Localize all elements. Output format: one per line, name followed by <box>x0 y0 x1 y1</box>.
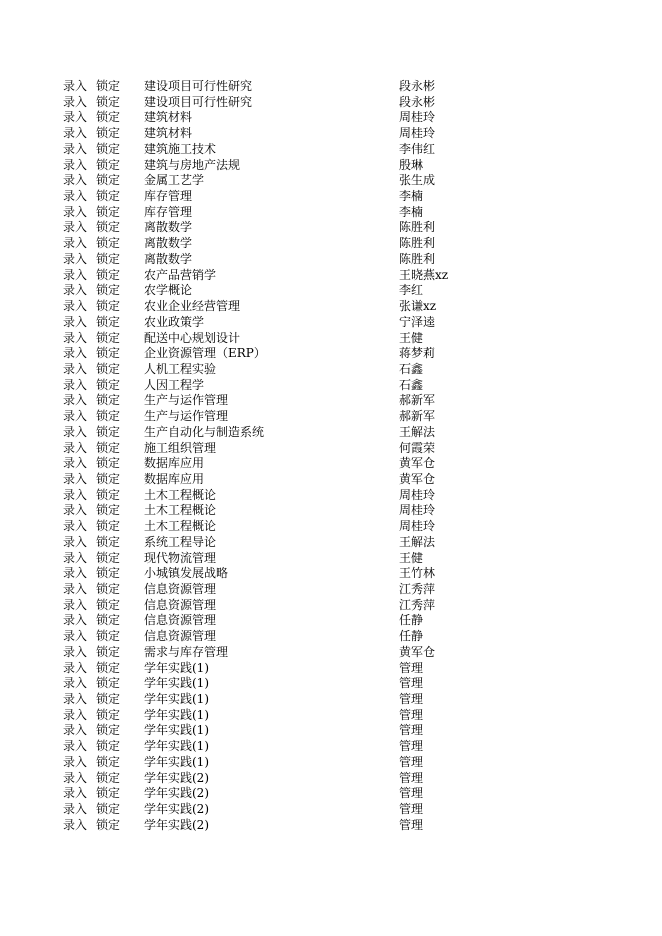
course-name: 离散数学 <box>144 220 193 235</box>
list-item <box>0 362 662 378</box>
list-item <box>0 173 662 189</box>
entry-status: 录入 <box>63 629 88 644</box>
list-item <box>0 708 662 724</box>
lock-status: 锁定 <box>96 597 121 612</box>
teacher-name: 李红 <box>399 283 424 298</box>
entry-status: 录入 <box>63 377 88 392</box>
course-name: 农产品营销学 <box>144 267 217 282</box>
list-item <box>0 409 662 425</box>
teacher-name: 陈胜利 <box>399 251 436 266</box>
list-item <box>0 142 662 158</box>
teacher-name: 管理 <box>399 754 424 769</box>
entry-status: 录入 <box>63 487 88 502</box>
list-item <box>0 79 662 95</box>
lock-status: 锁定 <box>96 424 121 439</box>
course-name: 学年实践(1) <box>144 754 209 769</box>
lock-status: 锁定 <box>96 613 121 628</box>
teacher-name: 王竹林 <box>399 566 436 581</box>
teacher-name: 管理 <box>399 660 424 675</box>
lock-status: 锁定 <box>96 110 121 125</box>
course-name: 土木工程概论 <box>144 503 217 518</box>
teacher-name: 石鑫 <box>399 377 424 392</box>
entry-status: 录入 <box>63 141 88 156</box>
entry-status: 录入 <box>63 519 88 534</box>
teacher-name: 管理 <box>399 692 424 707</box>
list-item <box>0 613 662 629</box>
entry-status: 录入 <box>63 786 88 801</box>
entry-status: 录入 <box>63 79 88 93</box>
entry-status: 录入 <box>63 173 88 188</box>
list-item <box>0 755 662 771</box>
lock-status: 锁定 <box>96 141 121 156</box>
teacher-name: 管理 <box>399 786 424 801</box>
lock-status: 锁定 <box>96 314 121 329</box>
teacher-name: 周桂玲 <box>399 519 436 534</box>
course-name: 建设项目可行性研究 <box>144 79 253 93</box>
entry-status: 录入 <box>63 582 88 596</box>
list-item <box>0 283 662 299</box>
list-item <box>0 503 662 519</box>
entry-status: 录入 <box>63 299 88 314</box>
course-name: 数据库应用 <box>144 471 205 486</box>
list-item <box>0 378 662 394</box>
lock-status: 锁定 <box>96 566 121 581</box>
teacher-name: 郝新军 <box>399 409 436 424</box>
course-name: 系统工程导论 <box>144 534 217 549</box>
entry-status: 录入 <box>63 802 88 817</box>
entry-status: 录入 <box>63 739 88 754</box>
entry-status: 录入 <box>63 283 88 298</box>
teacher-name: 江秀萍 <box>399 597 436 612</box>
teacher-name: 殷琳 <box>399 157 424 172</box>
teacher-name: 石鑫 <box>399 361 424 376</box>
course-name: 学年实践(2) <box>144 802 209 817</box>
teacher-name: 李楠 <box>399 189 424 204</box>
list-item <box>0 205 662 221</box>
course-name: 学年实践(1) <box>144 723 209 738</box>
course-name: 金属工艺学 <box>144 173 205 188</box>
lock-status: 锁定 <box>96 361 121 376</box>
entry-status: 录入 <box>63 189 88 204</box>
course-name: 学年实践(2) <box>144 770 209 785</box>
course-name: 学年实践(2) <box>144 817 209 832</box>
list-item <box>0 739 662 755</box>
lock-status: 锁定 <box>96 126 121 141</box>
teacher-name: 管理 <box>399 723 424 738</box>
list-item <box>0 566 662 582</box>
entry-status: 录入 <box>63 707 88 722</box>
list-item <box>0 299 662 315</box>
course-name: 建筑施工技术 <box>144 141 217 156</box>
list-item <box>0 189 662 205</box>
list-item <box>0 441 662 457</box>
teacher-name: 王晓燕xz <box>399 267 449 282</box>
course-name: 施工组织管理 <box>144 440 217 455</box>
teacher-name: 蒋梦莉 <box>399 346 436 361</box>
list-item <box>0 252 662 268</box>
list-item <box>0 645 662 661</box>
entry-status: 录入 <box>63 692 88 707</box>
course-name: 学年实践(2) <box>144 786 209 801</box>
list-item <box>0 268 662 284</box>
course-name: 库存管理 <box>144 189 193 204</box>
course-name: 配送中心规划设计 <box>144 330 241 345</box>
list-item <box>0 220 662 236</box>
list-item <box>0 158 662 174</box>
entry-status: 录入 <box>63 723 88 738</box>
course-name: 建筑与房地产法规 <box>144 157 241 172</box>
lock-status: 锁定 <box>96 786 121 801</box>
entry-status: 录入 <box>63 550 88 565</box>
lock-status: 锁定 <box>96 739 121 754</box>
list-item <box>0 535 662 551</box>
teacher-name: 陈胜利 <box>399 236 436 251</box>
lock-status: 锁定 <box>96 79 121 93</box>
list-item <box>0 661 662 677</box>
course-name: 学年实践(1) <box>144 660 209 675</box>
teacher-name: 管理 <box>399 739 424 754</box>
list-item <box>0 771 662 787</box>
lock-status: 锁定 <box>96 487 121 502</box>
course-name: 农业政策学 <box>144 314 205 329</box>
course-name: 离散数学 <box>144 251 193 266</box>
teacher-name: 黄军仓 <box>399 644 436 659</box>
lock-status: 锁定 <box>96 770 121 785</box>
entry-status: 录入 <box>63 503 88 518</box>
course-name: 学年实践(1) <box>144 692 209 707</box>
entry-status: 录入 <box>63 770 88 785</box>
course-name: 信息资源管理 <box>144 582 217 596</box>
lock-status: 锁定 <box>96 330 121 345</box>
teacher-name: 周桂玲 <box>399 503 436 518</box>
entry-status: 录入 <box>63 393 88 408</box>
course-name: 人因工程学 <box>144 377 205 392</box>
entry-status: 录入 <box>63 236 88 251</box>
teacher-name: 江秀萍 <box>399 582 436 596</box>
lock-status: 锁定 <box>96 723 121 738</box>
lock-status: 锁定 <box>96 157 121 172</box>
list-item <box>0 315 662 331</box>
teacher-name: 张谦xz <box>399 299 437 314</box>
course-name: 企业资源管理（ERP） <box>144 346 266 361</box>
teacher-name: 张生成 <box>399 173 436 188</box>
list-item <box>0 110 662 126</box>
teacher-name: 李楠 <box>399 204 424 219</box>
course-name: 现代物流管理 <box>144 550 217 565</box>
entry-status: 录入 <box>63 251 88 266</box>
course-name: 生产与运作管理 <box>144 393 229 408</box>
list-item <box>0 598 662 614</box>
list-item <box>0 236 662 252</box>
list-item <box>0 818 662 834</box>
teacher-name: 段永彬 <box>399 79 436 93</box>
course-name: 学年实践(1) <box>144 707 209 722</box>
entry-status: 录入 <box>63 204 88 219</box>
teacher-name: 周桂玲 <box>399 110 436 125</box>
lock-status: 锁定 <box>96 802 121 817</box>
list-item <box>0 723 662 739</box>
entry-status: 录入 <box>63 456 88 471</box>
lock-status: 锁定 <box>96 409 121 424</box>
lock-status: 锁定 <box>96 173 121 188</box>
entry-status: 录入 <box>63 346 88 361</box>
list-item <box>0 519 662 535</box>
course-name: 信息资源管理 <box>144 613 217 628</box>
course-name: 数据库应用 <box>144 456 205 471</box>
teacher-name: 管理 <box>399 817 424 832</box>
entry-status: 录入 <box>63 613 88 628</box>
course-name: 农业企业经营管理 <box>144 299 241 314</box>
course-name: 需求与库存管理 <box>144 644 229 659</box>
course-name: 人机工程实验 <box>144 361 217 376</box>
lock-status: 锁定 <box>96 817 121 832</box>
teacher-name: 任静 <box>399 613 424 628</box>
entry-status: 录入 <box>63 597 88 612</box>
lock-status: 锁定 <box>96 534 121 549</box>
teacher-name: 段永彬 <box>399 94 436 109</box>
course-name: 离散数学 <box>144 236 193 251</box>
lock-status: 锁定 <box>96 456 121 471</box>
lock-status: 锁定 <box>96 707 121 722</box>
lock-status: 锁定 <box>96 519 121 534</box>
course-list <box>0 79 662 834</box>
course-name: 小城镇发展战略 <box>144 566 229 581</box>
course-name: 土木工程概论 <box>144 487 217 502</box>
list-item <box>0 126 662 142</box>
entry-status: 录入 <box>63 409 88 424</box>
course-name: 建设项目可行性研究 <box>144 94 253 109</box>
entry-status: 录入 <box>63 424 88 439</box>
teacher-name: 何霞荣 <box>399 440 436 455</box>
list-item <box>0 551 662 567</box>
entry-status: 录入 <box>63 644 88 659</box>
teacher-name: 王健 <box>399 550 424 565</box>
teacher-name: 周桂玲 <box>399 487 436 502</box>
teacher-name: 陈胜利 <box>399 220 436 235</box>
teacher-name: 李伟红 <box>399 141 436 156</box>
teacher-name: 任静 <box>399 629 424 644</box>
course-name: 学年实践(1) <box>144 676 209 691</box>
teacher-name: 郝新军 <box>399 393 436 408</box>
teacher-name: 黄军仓 <box>399 471 436 486</box>
course-name: 生产自动化与制造系统 <box>144 424 265 439</box>
course-name: 信息资源管理 <box>144 629 217 644</box>
teacher-name: 王解法 <box>399 534 436 549</box>
list-item <box>0 582 662 598</box>
entry-status: 录入 <box>63 314 88 329</box>
list-item <box>0 629 662 645</box>
list-item <box>0 393 662 409</box>
entry-status: 录入 <box>63 361 88 376</box>
entry-status: 录入 <box>63 471 88 486</box>
lock-status: 锁定 <box>96 660 121 675</box>
teacher-name: 黄军仓 <box>399 456 436 471</box>
lock-status: 锁定 <box>96 204 121 219</box>
lock-status: 锁定 <box>96 346 121 361</box>
lock-status: 锁定 <box>96 236 121 251</box>
lock-status: 锁定 <box>96 550 121 565</box>
list-item <box>0 692 662 708</box>
lock-status: 锁定 <box>96 377 121 392</box>
lock-status: 锁定 <box>96 754 121 769</box>
course-name: 建筑材料 <box>144 126 193 141</box>
entry-status: 录入 <box>63 754 88 769</box>
lock-status: 锁定 <box>96 299 121 314</box>
course-name: 学年实践(1) <box>144 739 209 754</box>
list-item <box>0 488 662 504</box>
teacher-name: 管理 <box>399 770 424 785</box>
lock-status: 锁定 <box>96 220 121 235</box>
course-name: 建筑材料 <box>144 110 193 125</box>
list-item <box>0 95 662 111</box>
list-item <box>0 456 662 472</box>
entry-status: 录入 <box>63 676 88 691</box>
list-item <box>0 425 662 441</box>
teacher-name: 宁泽逵 <box>399 314 436 329</box>
lock-status: 锁定 <box>96 692 121 707</box>
list-item <box>0 331 662 347</box>
teacher-name: 管理 <box>399 707 424 722</box>
lock-status: 锁定 <box>96 629 121 644</box>
teacher-name: 王解法 <box>399 424 436 439</box>
lock-status: 锁定 <box>96 503 121 518</box>
entry-status: 录入 <box>63 220 88 235</box>
lock-status: 锁定 <box>96 582 121 596</box>
list-item <box>0 472 662 488</box>
teacher-name: 管理 <box>399 676 424 691</box>
course-name: 土木工程概论 <box>144 519 217 534</box>
lock-status: 锁定 <box>96 94 121 109</box>
lock-status: 锁定 <box>96 676 121 691</box>
course-name: 信息资源管理 <box>144 597 217 612</box>
entry-status: 录入 <box>63 157 88 172</box>
entry-status: 录入 <box>63 94 88 109</box>
lock-status: 锁定 <box>96 393 121 408</box>
entry-status: 录入 <box>63 330 88 345</box>
teacher-name: 管理 <box>399 802 424 817</box>
lock-status: 锁定 <box>96 440 121 455</box>
course-name: 库存管理 <box>144 204 193 219</box>
entry-status: 录入 <box>63 126 88 141</box>
lock-status: 锁定 <box>96 471 121 486</box>
list-item <box>0 676 662 692</box>
entry-status: 录入 <box>63 440 88 455</box>
lock-status: 锁定 <box>96 189 121 204</box>
course-name: 生产与运作管理 <box>144 409 229 424</box>
entry-status: 录入 <box>63 534 88 549</box>
list-item <box>0 802 662 818</box>
teacher-name: 周桂玲 <box>399 126 436 141</box>
lock-status: 锁定 <box>96 283 121 298</box>
entry-status: 录入 <box>63 660 88 675</box>
list-item <box>0 346 662 362</box>
lock-status: 锁定 <box>96 267 121 282</box>
list-item <box>0 786 662 802</box>
entry-status: 录入 <box>63 110 88 125</box>
course-name: 农学概论 <box>144 283 193 298</box>
entry-status: 录入 <box>63 817 88 832</box>
lock-status: 锁定 <box>96 251 121 266</box>
entry-status: 录入 <box>63 267 88 282</box>
teacher-name: 王健 <box>399 330 424 345</box>
lock-status: 锁定 <box>96 644 121 659</box>
entry-status: 录入 <box>63 566 88 581</box>
